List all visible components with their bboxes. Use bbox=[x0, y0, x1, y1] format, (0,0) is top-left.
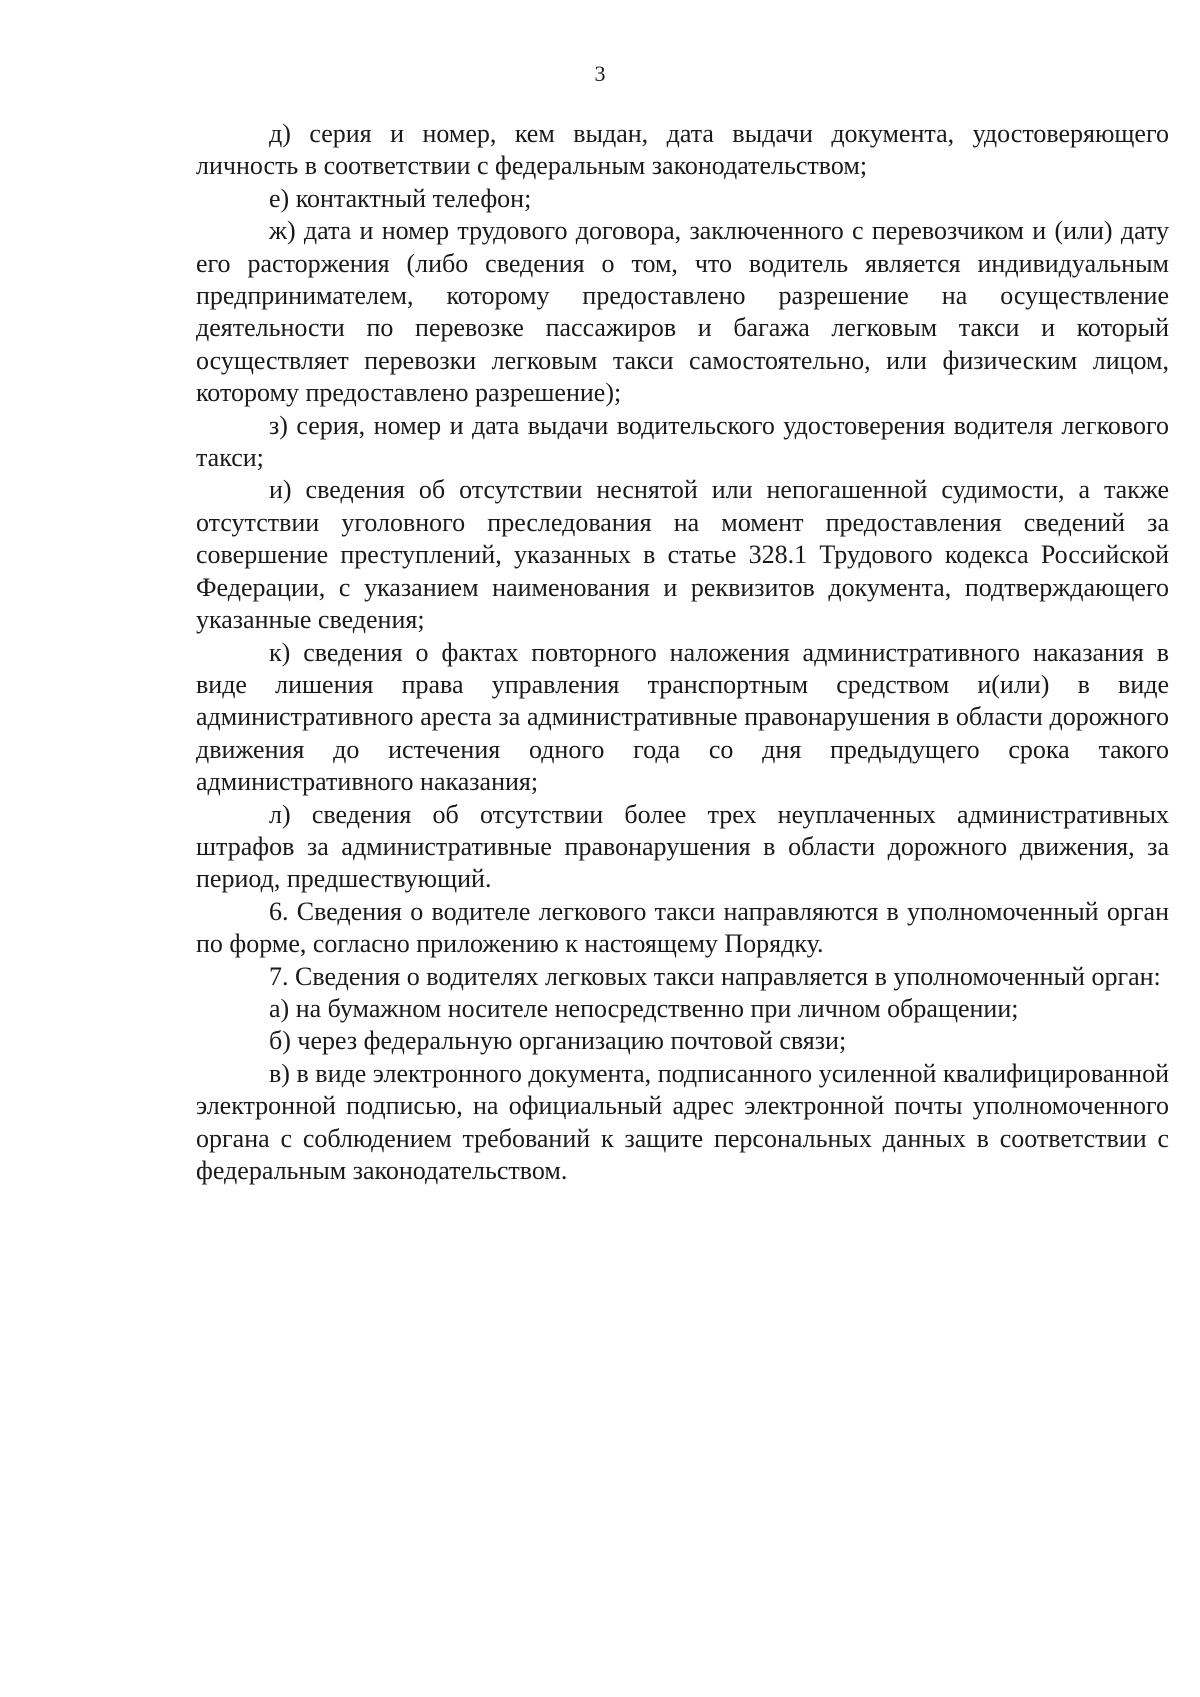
paragraph-v-electronic: в) в виде электронного документа, подписанного усиленной квалифицированной электронной подписью, на официальный адрес электронной почты уполномоченного органа с соблюдением требований к защите персональных данных в соответствии с федеральным законодательством. bbox=[196, 1058, 1169, 1185]
page-number: 3 bbox=[594, 61, 606, 86]
paragraph-k-repeated-penalty: к) сведения о фактах повторного наложения административного наказания в виде лишения права управления транспортным средством и(или) в виде административного ареста за административные правонарушения в области дорожного движения до истечения одного года со дня предыдущего срока такого административного наказания; bbox=[196, 637, 1169, 797]
paragraph-zh-labor-contract: ж) дата и номер трудового договора, заключенного с перевозчиком и (или) дату его расторжения (либо сведения о том, что водитель является индивидуальным предпринимателем, которому предоставлено разрешение на осуществление деятельности по перевозке пассажиров и багажа легковым такси и который осуществляет перевозки легковым такси самостоятельно, или физическим лицом, которому предоставлено разрешение); bbox=[196, 216, 1169, 408]
paragraph-d-passport: д) серия и номер, кем выдан, дата выдачи документа, удостоверяющего личность в соответствии с федеральным законодательством; bbox=[196, 119, 1169, 181]
document-body bbox=[196, 118, 1169, 1187]
paragraph-i-criminal-record: и) сведения об отсутствии неснятой или непогашенной судимости, а также отсутствии уголовного преследования на момент предоставления сведений за совершение преступлений, указанных в статье 328.1 Трудового кодекса Российской Федерации, с указанием наименования и реквизитов документа, подтверждающего указанные сведения; bbox=[196, 475, 1169, 635]
paragraph-l-unpaid-fines: л) сведения об отсутствии более трех неуплаченных административных штрафов за административные правонарушения в области дорожного движения, за период, предшествующий. bbox=[196, 799, 1169, 894]
paragraph-e-phone: е) контактный телефон; bbox=[269, 183, 532, 213]
paragraph-b-postal: б) через федеральную организацию почтовой связи; bbox=[269, 1026, 847, 1056]
paragraph-a-paper: а) на бумажном носителе непосредственно при личном обращении; bbox=[269, 993, 1019, 1023]
paragraph-6-submission-form: 6. Сведения о водителе легкового такси направляются в уполномоченный орган по форме, согласно приложению к настоящему Порядку. bbox=[196, 896, 1169, 959]
paragraph-7-submission-methods: 7. Сведения о водителях легковых такси направляется в уполномоченный орган: bbox=[269, 961, 1161, 991]
paragraph-z-driver-license: з) серия, номер и дата выдачи водительского удостоверения водителя легкового такси; bbox=[196, 410, 1169, 473]
